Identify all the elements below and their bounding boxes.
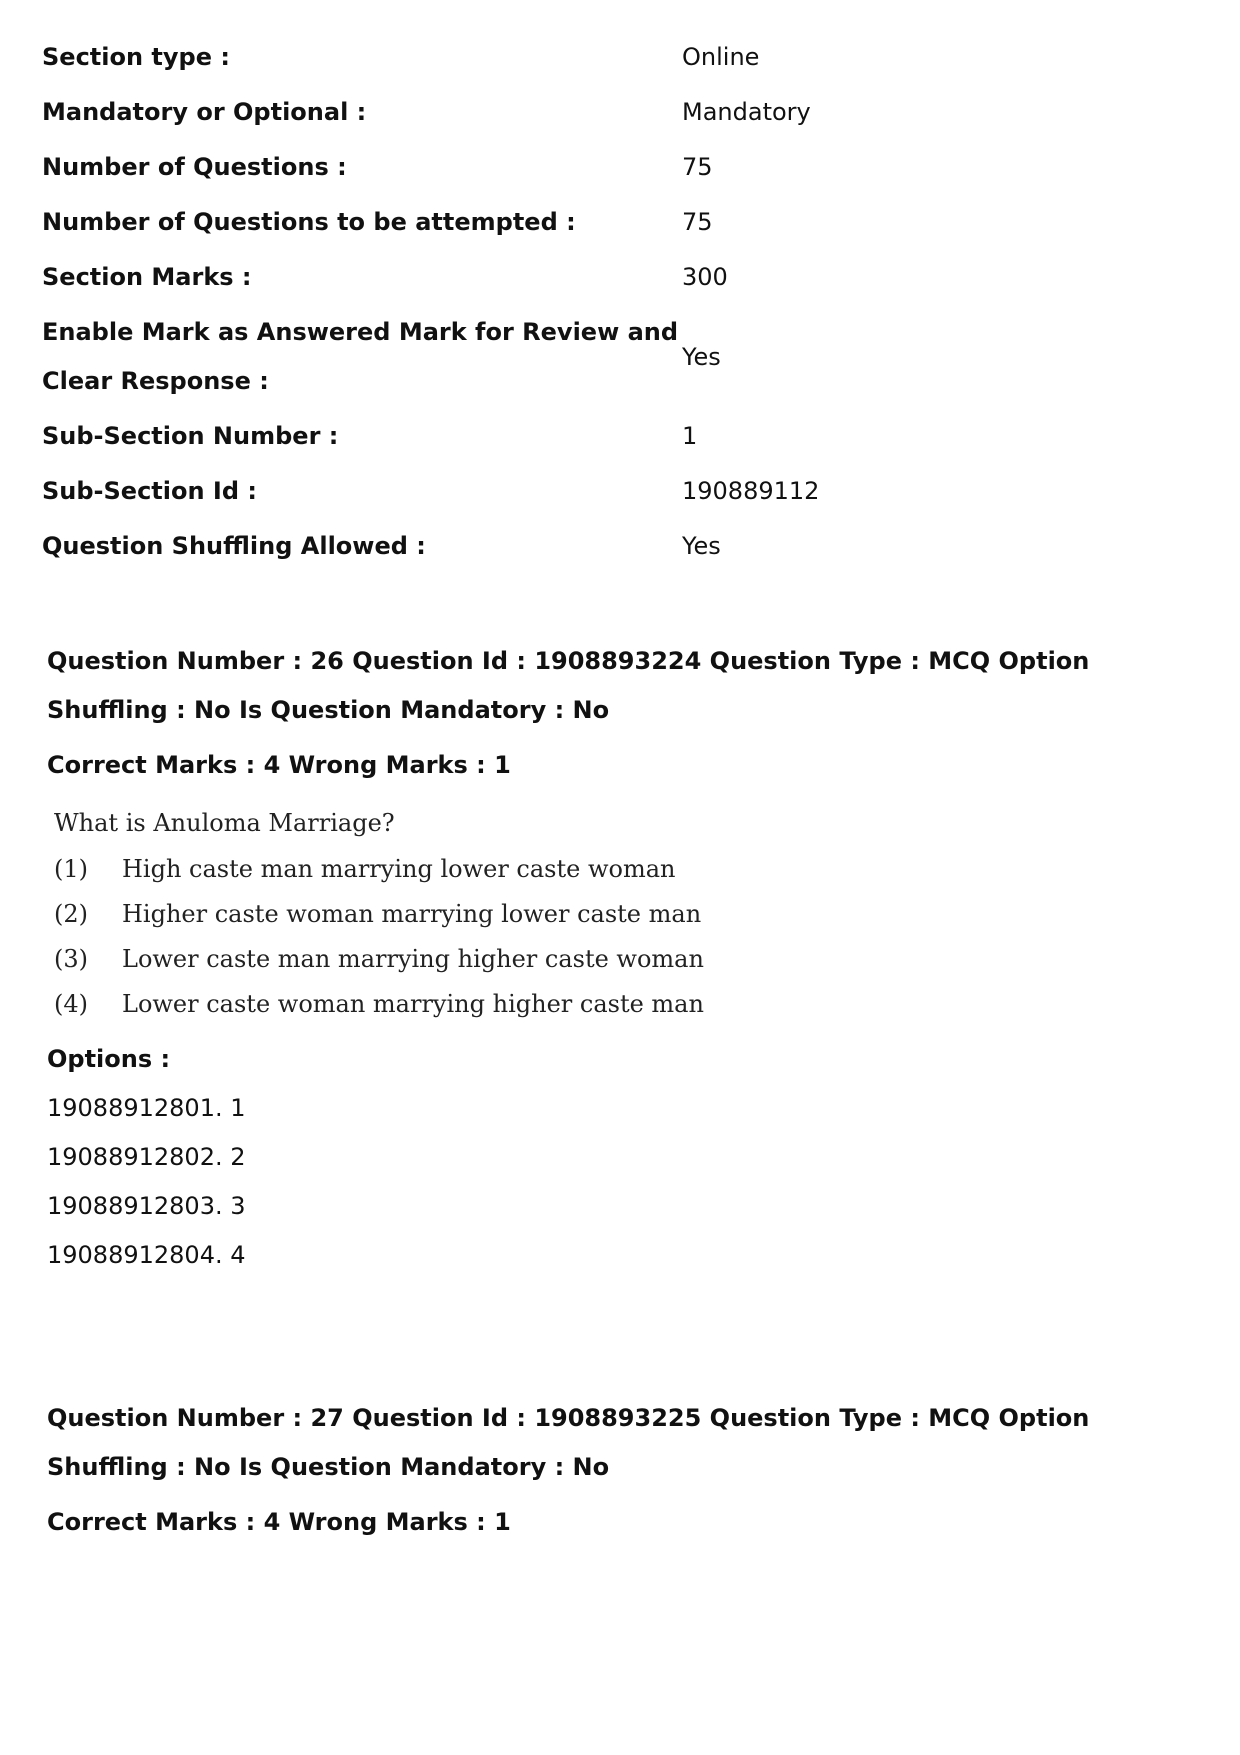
section-label: Question Shuffling Allowed :	[42, 532, 426, 560]
question-choice	[54, 942, 1217, 976]
section-row-marks	[42, 250, 1192, 305]
section-row-subsection-number	[42, 409, 1192, 464]
section-value: Yes	[682, 342, 721, 371]
question-header: Question Number : 27 Question Id : 1908893225 Question Type : MCQ Option Shuffling : No Is Question Mandatory : No	[47, 1404, 1090, 1481]
choice-number: (4)	[54, 990, 88, 1018]
choice-text: Lower caste man marrying higher caste woman	[122, 945, 704, 973]
section-label: Sub-Section Id :	[42, 477, 257, 505]
section-row-num-attempted	[42, 195, 1192, 250]
section-value: 190889112	[682, 477, 820, 505]
question-marks: Correct Marks : 4 Wrong Marks : 1	[47, 1508, 511, 1536]
section-value: Online	[682, 43, 760, 71]
section-label: Number of Questions to be attempted :	[42, 208, 576, 236]
section-row-num-questions	[42, 140, 1192, 195]
question-marks: Correct Marks : 4 Wrong Marks : 1	[47, 751, 511, 779]
choice-text: High caste man marrying lower caste woman	[122, 855, 676, 883]
option-item: 19088912801. 1	[47, 1094, 246, 1122]
option-item: 19088912803. 3	[47, 1192, 246, 1220]
section-row-mandatory	[42, 85, 1192, 140]
choice-text: Higher caste woman marrying lower caste man	[122, 900, 702, 928]
section-value: 75	[682, 208, 713, 236]
section-value: Yes	[682, 532, 721, 560]
section-value: 1	[682, 422, 698, 450]
choice-number: (1)	[54, 855, 88, 883]
section-label: Sub-Section Number :	[42, 422, 339, 450]
question-choice	[54, 852, 1217, 886]
choice-number: (3)	[54, 945, 88, 973]
options-label: Options :	[47, 1045, 171, 1073]
section-value: 75	[682, 153, 713, 181]
section-label: Enable Mark as Answered Mark for Review and Clear Response :	[42, 318, 679, 395]
choice-number: (2)	[54, 900, 88, 928]
section-value: Mandatory	[682, 98, 811, 126]
section-label: Section Marks :	[42, 263, 252, 291]
section-info-table	[42, 30, 1192, 574]
option-item: 19088912804. 4	[47, 1241, 246, 1269]
section-row-subsection-id	[42, 464, 1192, 519]
question-choice	[54, 987, 1217, 1021]
question-block-26	[47, 637, 1217, 1280]
section-row-enable-mark	[42, 305, 1192, 409]
section-row-type	[42, 30, 1192, 85]
section-label: Number of Questions :	[42, 153, 347, 181]
question-body	[47, 806, 1217, 1021]
option-item: 19088912802. 2	[47, 1143, 246, 1171]
question-choice	[54, 897, 1217, 931]
question-header: Question Number : 26 Question Id : 1908893224 Question Type : MCQ Option Shuffling : No Is Question Mandatory : No	[47, 647, 1090, 724]
section-label: Mandatory or Optional :	[42, 98, 367, 126]
section-value: 300	[682, 263, 728, 291]
choice-text: Lower caste woman marrying higher caste man	[122, 990, 704, 1018]
section-label: Section type :	[42, 43, 230, 71]
section-row-shuffling	[42, 519, 1192, 574]
question-stem: What is Anuloma Marriage?	[54, 809, 395, 837]
question-block-27	[47, 1394, 1217, 1547]
